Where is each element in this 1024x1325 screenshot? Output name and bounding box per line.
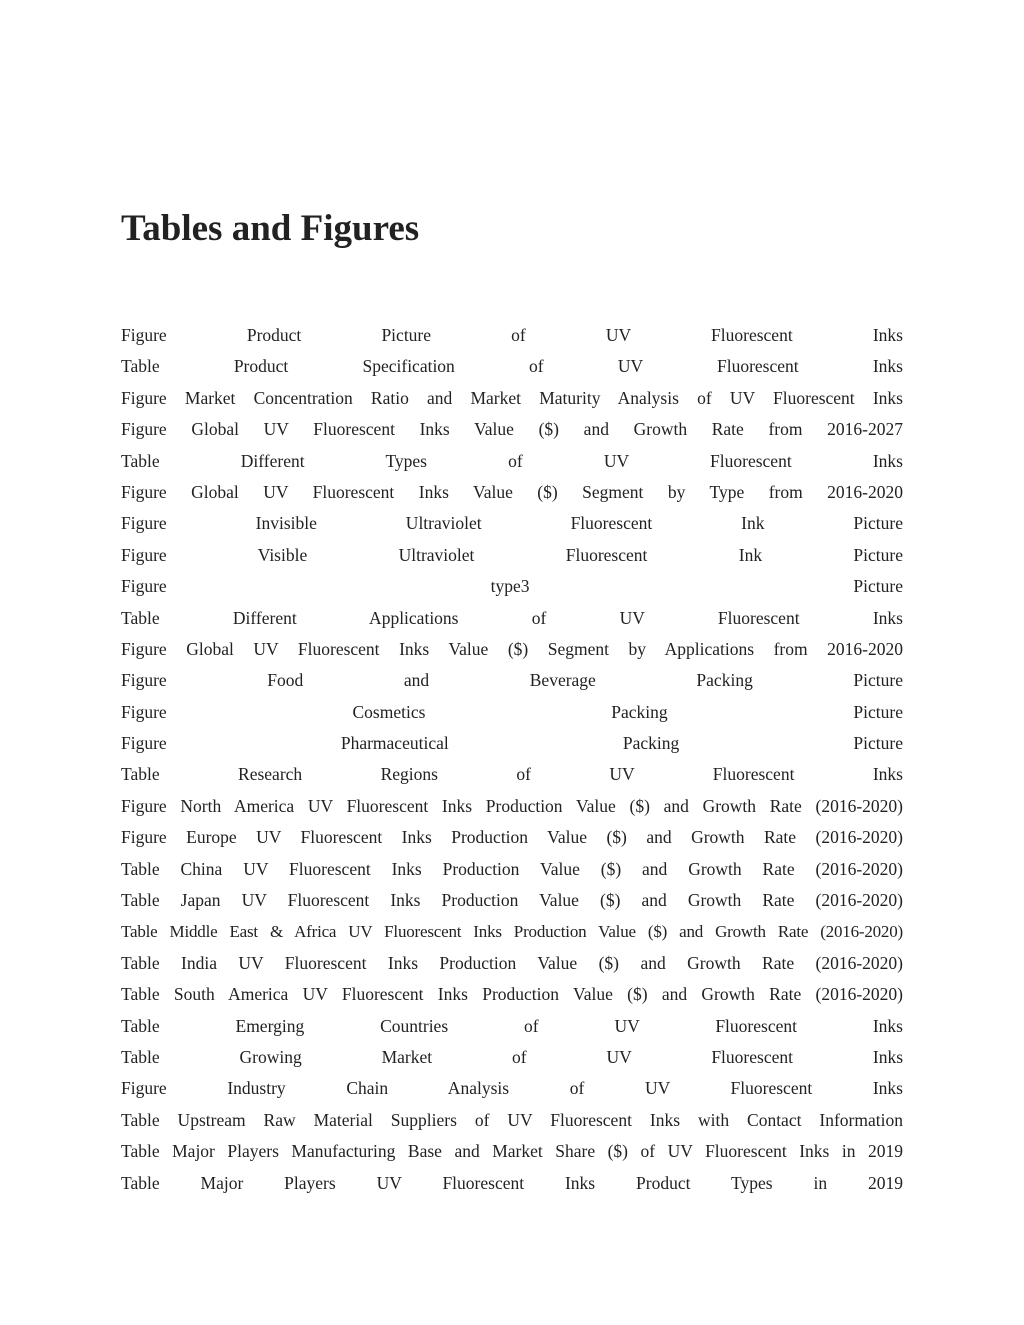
list-item: Figure Product Picture of UV Fluorescent Inks (121, 325, 903, 345)
list-item: Table Emerging Countries of UV Fluorescent Inks (121, 1015, 903, 1036)
page-title: Tables and Figures (121, 208, 420, 249)
list-item: Figure Food and Beverage Packing Picture (121, 670, 903, 691)
list-item: Figure Industry Chain Analysis of UV Fluorescent Inks (121, 1078, 903, 1099)
list-item: Figure Global UV Fluorescent Inks Value ($) Segment by Type from 2016-2020 (121, 481, 903, 502)
list-item: Figure Europe UV Fluorescent Inks Production Value ($) and Growth Rate (2016-2020) (121, 827, 903, 848)
list-item: Table India UV Fluorescent Inks Production Value ($) and Growth Rate (2016-2020) (121, 952, 903, 973)
list-item: Figure Market Concentration Ratio and Market Maturity Analysis of UV Fluorescent Inks (121, 387, 903, 408)
list-item: Table Research Regions of UV Fluorescent Inks (121, 764, 903, 785)
list-item: Table Major Players Manufacturing Base and Market Share ($) of UV Fluorescent Inks in 2019 (121, 1141, 903, 1162)
list-item: Figure Global UV Fluorescent Inks Value ($) and Growth Rate from 2016-2027 (121, 419, 903, 440)
list-item: Table Middle East & Africa UV Fluorescent Inks Production Value ($) and Growth Rate (2016-2020) (121, 922, 903, 942)
list-item: Table Major Players UV Fluorescent Inks Product Types in 2019 (121, 1172, 903, 1193)
list-item: Table Product Specification of UV Fluorescent Inks (121, 356, 903, 377)
list-item: Figure Global UV Fluorescent Inks Value ($) Segment by Applications from 2016-2020 (121, 638, 903, 659)
list-item: Table Upstream Raw Material Suppliers of UV Fluorescent Inks with Contact Information (121, 1109, 903, 1130)
list-item: Table Different Applications of UV Fluorescent Inks (121, 607, 903, 628)
list-item: Table China UV Fluorescent Inks Production Value ($) and Growth Rate (2016-2020) (121, 858, 903, 879)
list-item: Table Japan UV Fluorescent Inks Production Value ($) and Growth Rate (2016-2020) (121, 890, 903, 911)
list-item: Table Growing Market of UV Fluorescent Inks (121, 1046, 903, 1067)
list-item: Table Different Types of UV Fluorescent Inks (121, 450, 903, 471)
list-item: Figure Cosmetics Packing Picture (121, 701, 903, 722)
list-item: Figure Pharmaceutical Packing Picture (121, 733, 903, 754)
tables-and-figures-list (121, 320, 903, 1199)
list-item: Figure Invisible Ultraviolet Fluorescent Ink Picture (121, 513, 903, 534)
list-item: Figure North America UV Fluorescent Inks Production Value ($) and Growth Rate (2016-2020) (121, 795, 903, 816)
list-item: Figure Visible Ultraviolet Fluorescent Ink Picture (121, 544, 903, 565)
list-item: Figure type3 Picture (121, 576, 903, 597)
list-item: Table South America UV Fluorescent Inks Production Value ($) and Growth Rate (2016-2020) (121, 984, 903, 1005)
